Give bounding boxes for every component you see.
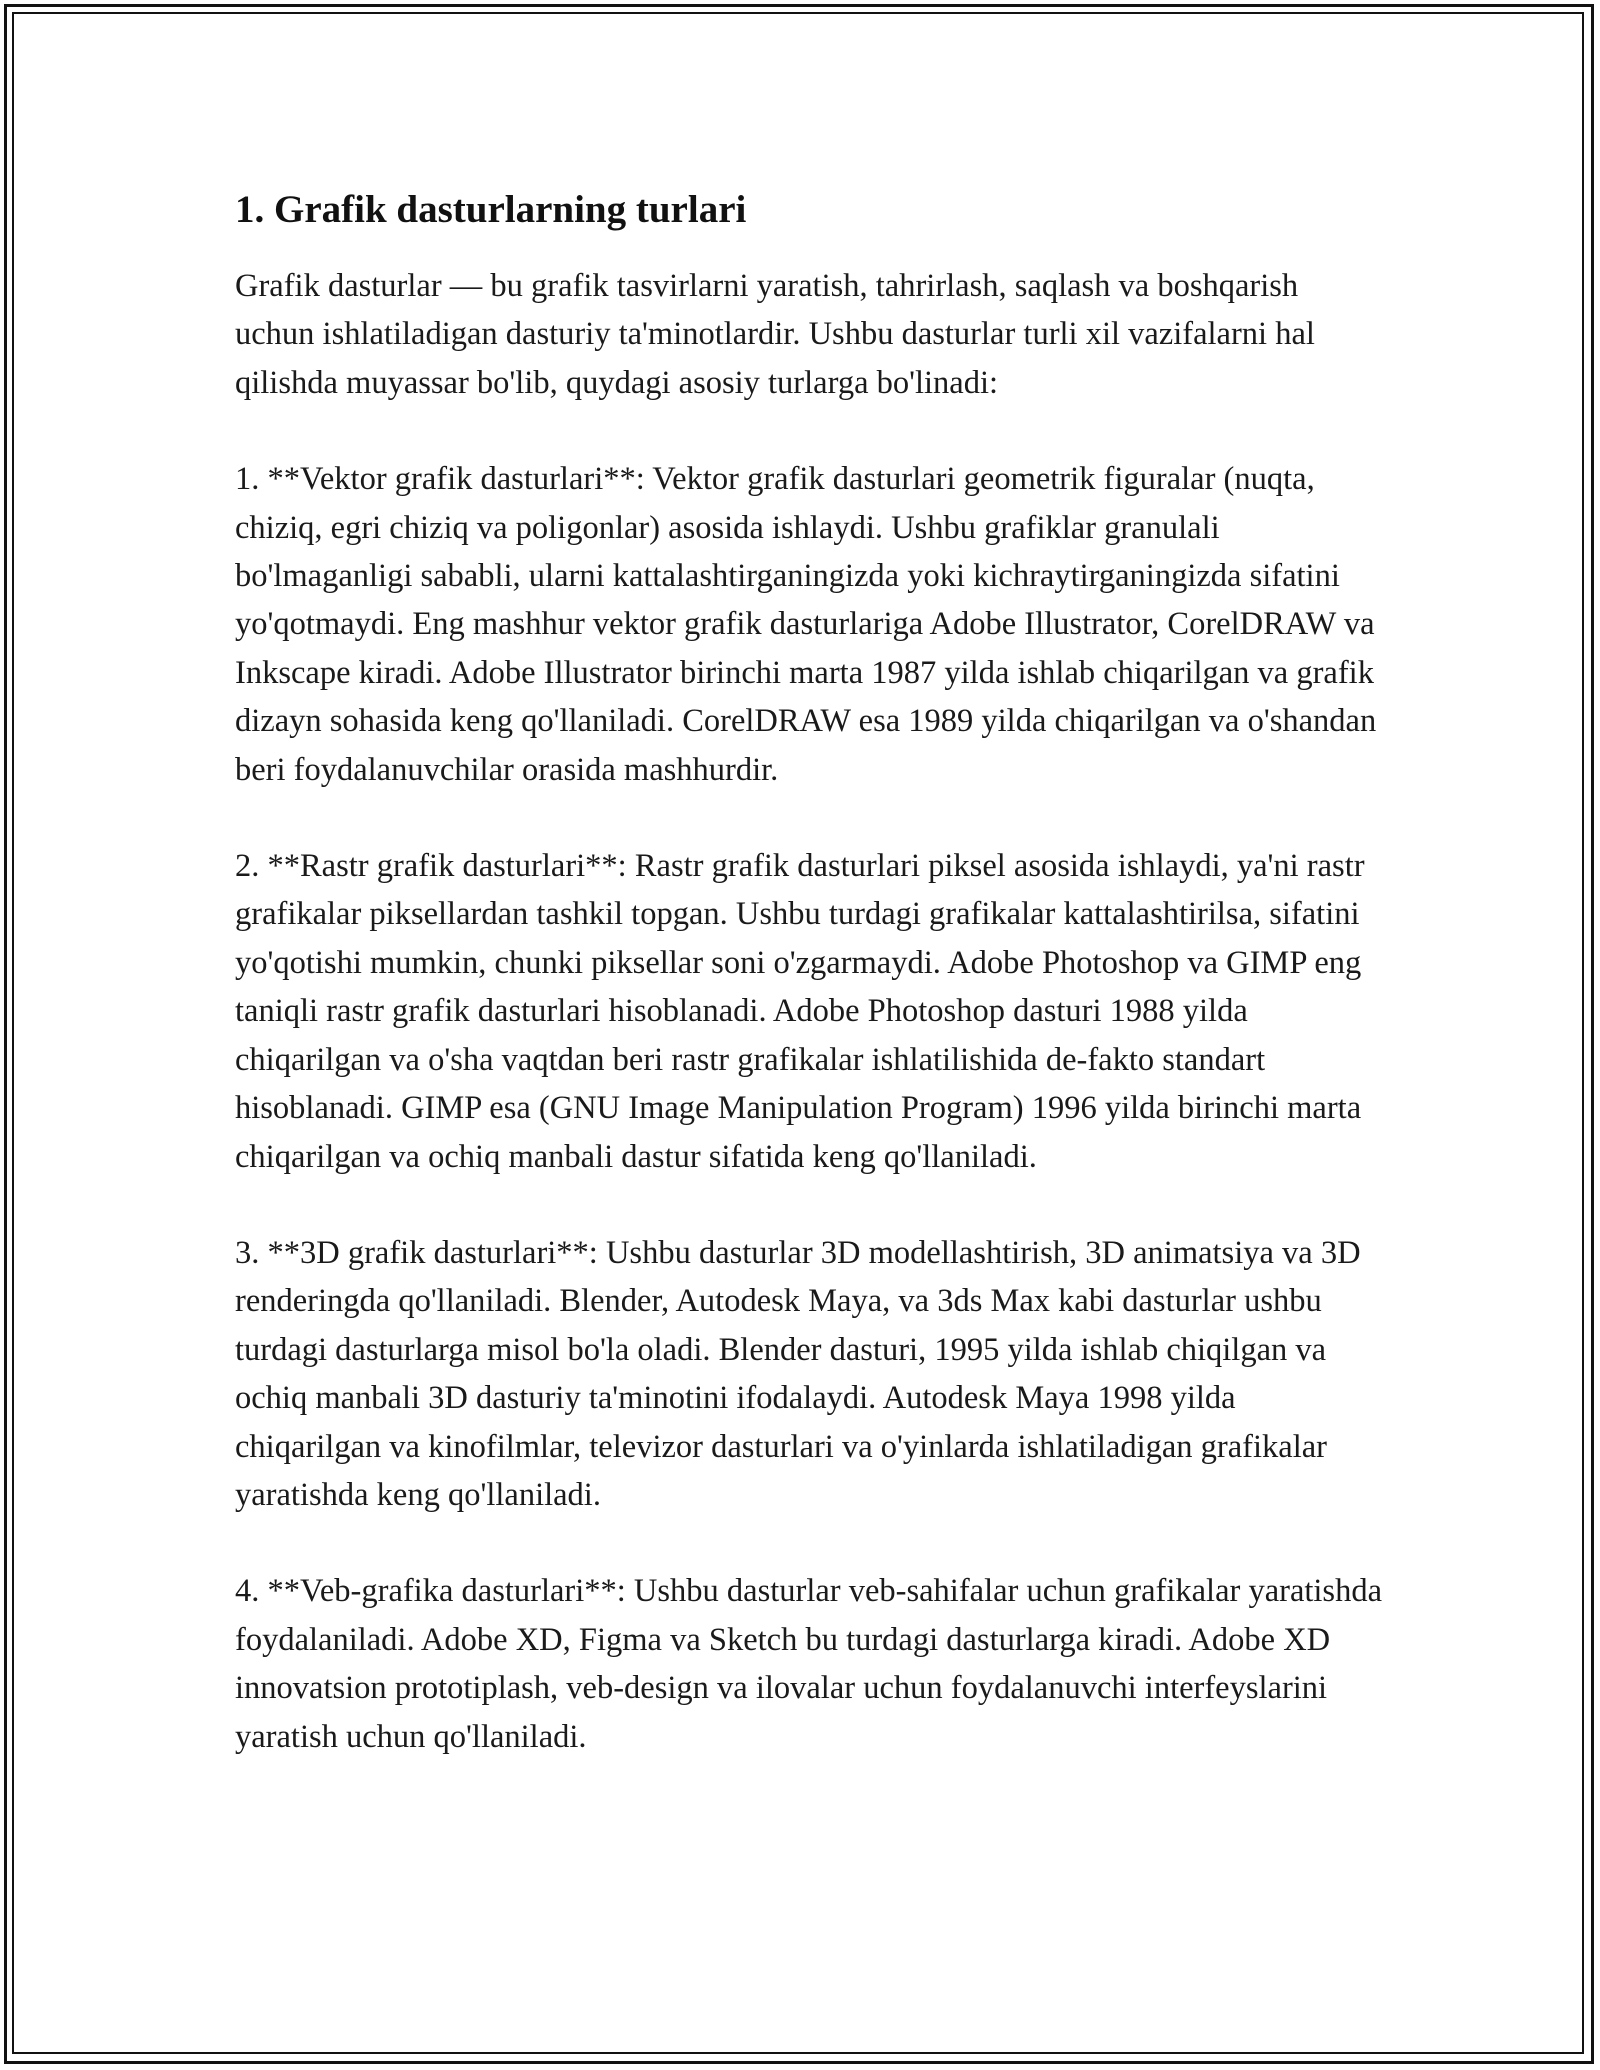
- page-title: 1. Grafik dasturlarning turlari: [235, 188, 747, 231]
- web-graphics-paragraph: 4. **Veb-grafika dasturlari**: Ushbu dasturlar veb-sahifalar uchun grafikalar yaratishda foydalaniladi. Adobe XD, Figma va Sketch bu turdagi dasturlarga kiradi. Adobe XD innovatsion prototiplash, veb-design va ilovalar uchun foydalanuvchi interfeyslarini yaratish uchun qo'llaniladi.: [235, 1573, 1383, 1755]
- raster-graphics-paragraph: 2. **Rastr grafik dasturlari**: Rastr grafik dasturlari piksel asosida ishlaydi, ya'ni rastr grafikalar piksellardan tashkil topgan. Ushbu turdagi grafikalar kattalashtirilsa, sifatini yo'qotishi mumkin, chunki piksellar soni o'zgarmaydi. Adobe Photoshop va GIMP eng taniqli rastr grafik dasturlari hisoblanadi. Adobe Photoshop dasturi 1988 yilda chiqarilgan va o'sha vaqtdan beri rastr grafikalar ishlatilishida de-fakto standart hisoblanadi. GIMP esa (GNU Image Manipulation Program) 1996 yilda birinchi marta chiqarilgan va ochiq manbali dastur sifatida keng qo'llaniladi.: [235, 848, 1365, 1175]
- vector-graphics-paragraph: 1. **Vektor grafik dasturlari**: Vektor grafik dasturlari geometrik figuralar (nuqta, chiziq, egri chiziq va poligonlar) asosida ishlaydi. Ushbu grafiklar granulali bo'lmaganligi sababli, ularni kattalashtirganingizda yoki kichraytirganingizda sifatini yo'qotmaydi. Eng mashhur vektor grafik dasturlariga Adobe Illustrator, CorelDRAW va Inkscape kiradi. Adobe Illustrator birinchi marta 1987 yilda ishlab chiqarilgan va grafik dizayn sohasida keng qo'llaniladi. CorelDRAW esa 1989 yilda chiqarilgan va o'shandan beri foydalanuvchilar orasida mashhurdir.: [235, 461, 1377, 788]
- intro-paragraph: Grafik dasturlar — bu grafik tasvirlarni yaratish, tahrirlash, saqlash va boshqarish uchun ishlatiladigan dasturiy ta'minotlardir. Ushbu dasturlar turli xil vazifalarni hal qilishda muyassar bo'lib, quydagi asosiy turlarga bo'linadi:: [235, 268, 1315, 401]
- document-body: [235, 184, 1385, 1809]
- 3d-graphics-paragraph: 3. **3D grafik dasturlari**: Ushbu dasturlar 3D modellashtirish, 3D animatsiya va 3D renderingda qo'llaniladi. Blender, Autodesk Maya, va 3ds Max kabi dasturlar ushbu turdagi dasturlarga misol bo'la oladi. Blender dasturi, 1995 yilda ishlab chiqilgan va ochiq manbali 3D dasturiy ta'minotini ifodalaydi. Autodesk Maya 1998 yilda chiqarilgan va kinofilmlar, televizor dasturlari va o'yinlarda ishlatiladigan grafikalar yaratishda keng qo'llaniladi.: [235, 1234, 1361, 1513]
